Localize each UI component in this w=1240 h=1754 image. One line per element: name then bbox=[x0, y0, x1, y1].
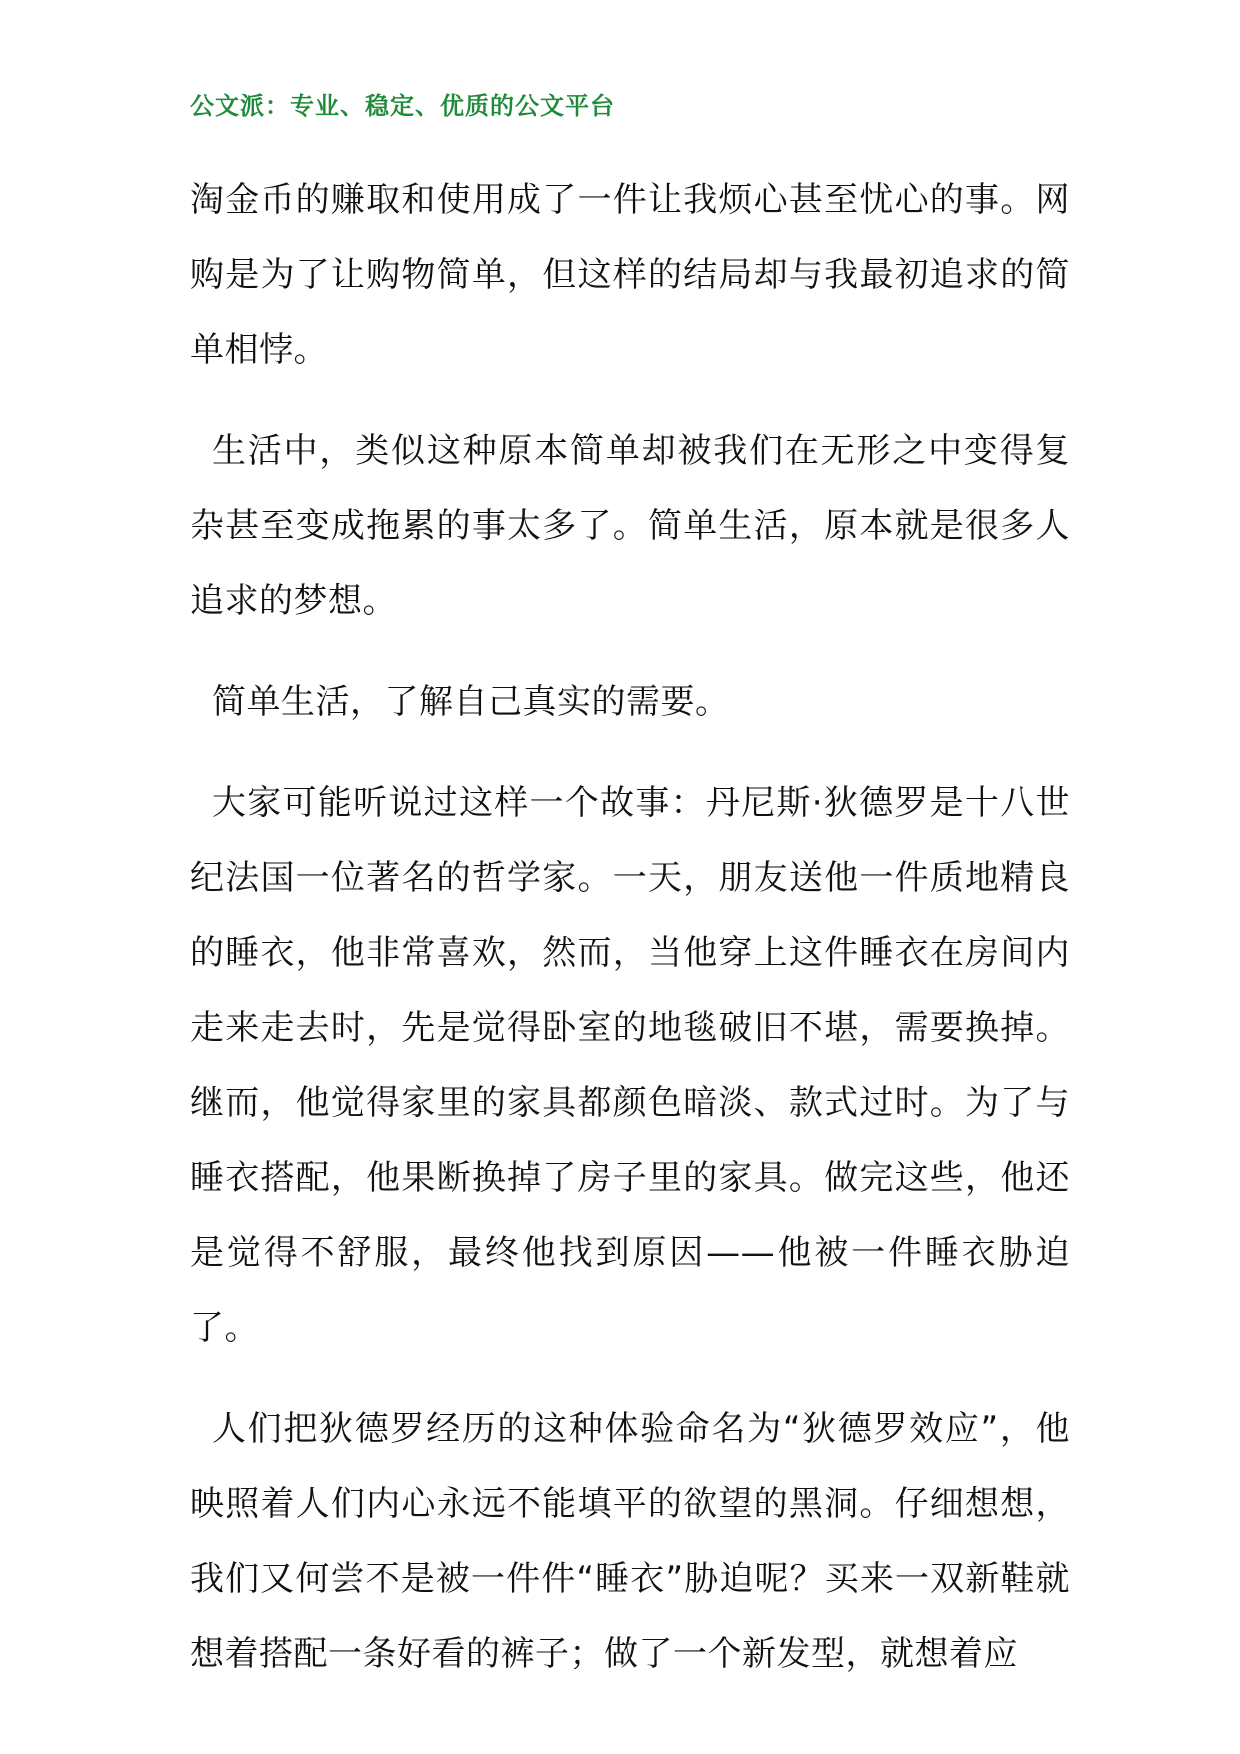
paragraph: 简单生活，了解自己真实的需要。 bbox=[212, 682, 730, 722]
page-header: 公文派：专业、稳定、优质的公文平台 bbox=[190, 92, 615, 120]
paragraph: 大家可能听说过这样一个故事：丹尼斯·狄德罗是十八世纪法国一位著名的哲学家。一天，朋友送他一件质地精良的睡衣，他非常喜欢，然而，当他穿上这件睡衣在房间内走来走去时，先是觉得卧室的地毯破旧不堪，需要换掉。继而，他觉得家里的家具都颜色暗淡、款式过时。为了与睡衣搭配，他果断换掉了房子里的家具。做完这些，他还是觉得不舒服，最终他找到原因——他被一件睡衣胁迫了。 bbox=[190, 783, 1070, 1348]
article-body bbox=[190, 163, 1070, 1718]
paragraph: 人们把狄德罗经历的这种体验命名为“狄德罗效应”，他映照着人们内心永远不能填平的欲望的黑洞。仔细想想，我们又何尝不是被一件件“睡衣”胁迫呢？买来一双新鞋就想着搭配一条好看的裤子；做了一个新发型，就想着应 bbox=[190, 1409, 1070, 1674]
paragraph: 淘金币的赚取和使用成了一件让我烦心甚至忧心的事。网购是为了让购物简单，但这样的结局却与我最初追求的简单相悖。 bbox=[190, 180, 1070, 370]
paragraph: 生活中，类似这种原本简单却被我们在无形之中变得复杂甚至变成拖累的事太多了。简单生活，原本就是很多人追求的梦想。 bbox=[190, 431, 1070, 621]
